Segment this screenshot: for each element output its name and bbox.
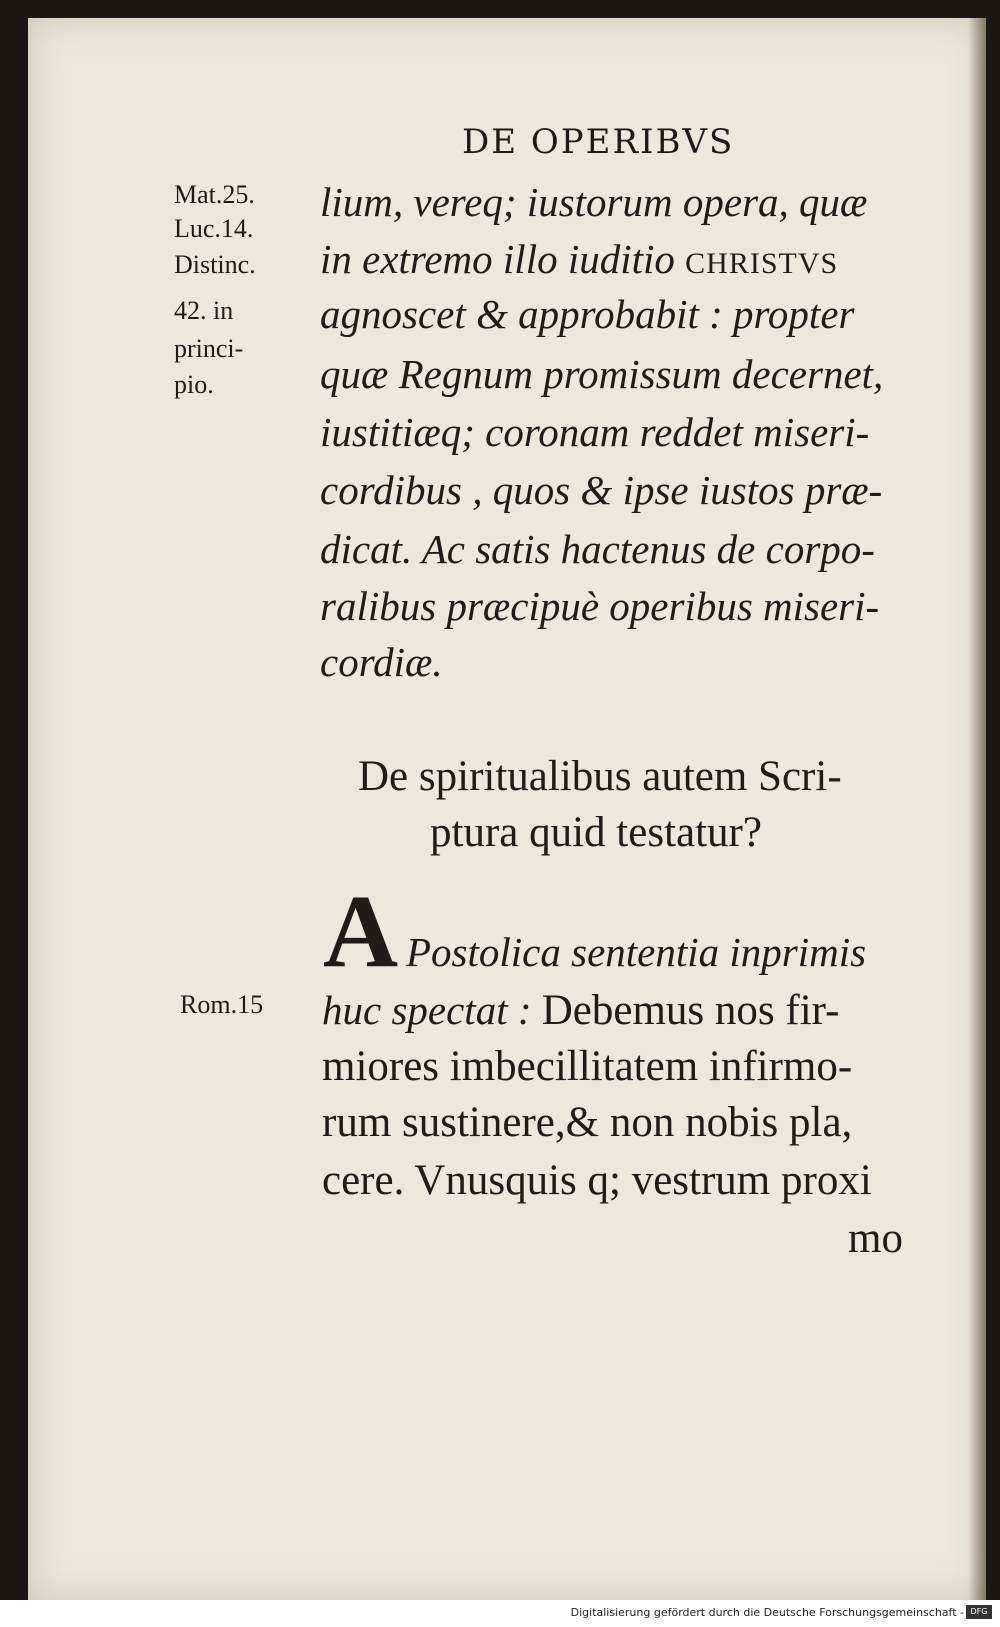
text-line: dicat. Ac satis hactenus de corpo- (320, 526, 875, 572)
margin-note: Distinc. (174, 250, 256, 279)
margin-note: Mat.25. (174, 180, 255, 209)
text-segment: CHRISTVS (685, 247, 839, 280)
text-line: rum sustinere,& non nobis pla, (322, 1099, 853, 1146)
text-line: iustitiæq; coronam reddet miseri- (320, 409, 870, 455)
text-line: lium, vereq; iustorum opera, quæ (320, 179, 868, 225)
text-line: Postolica sententia inprimis (406, 929, 867, 975)
text-line: cordibus , quos & ipse iustos præ- (320, 467, 883, 513)
dfg-logo: DFG (966, 1605, 992, 1619)
text-line (322, 986, 839, 1035)
text-line: quæ Regnum promissum decernet, (320, 351, 884, 397)
margin-note: Rom.15 (180, 990, 264, 1019)
margin-note: pio. (174, 370, 214, 399)
text-segment: huc spectat : (322, 987, 542, 1033)
running-header: DE OPERIBVS (462, 122, 735, 162)
question-line: De spiritualibus autem Scri- (358, 753, 842, 800)
text-line: cordiæ. (320, 639, 443, 685)
margin-note: 42. in (174, 296, 234, 325)
text-segment: in extremo illo iuditio (320, 236, 686, 282)
text-line (320, 235, 838, 283)
text-line: agnoscet & approbabit : propter (320, 291, 855, 337)
text-line: cere. Vnusquis q; vestrum proxi (322, 1157, 872, 1204)
text-line: miores imbecillitatem infirmo- (322, 1043, 853, 1090)
drop-cap: A (323, 874, 399, 989)
margin-note: Luc.14. (174, 214, 254, 243)
digitization-credit: Digitalisierung gefördert durch die Deutsche Forschungsgemeinschaft - (570, 1606, 964, 1619)
catchword: mo (848, 1215, 903, 1262)
margin-note: princi- (174, 334, 244, 363)
text-segment: Debemus nos fir- (541, 987, 840, 1034)
text-line: ralibus præcipuè operibus miseri- (320, 583, 880, 629)
question-line: ptura quid testatur? (430, 809, 762, 856)
